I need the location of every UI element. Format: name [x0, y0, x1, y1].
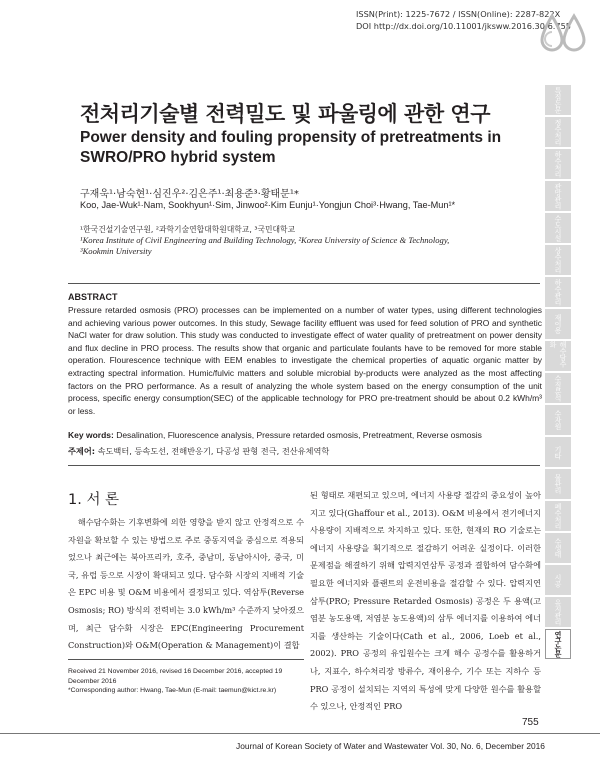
corresponding-author: *Corresponding author: Hwang, Tae-Mun (E-mail: taemun@kict.re.kr): [68, 687, 277, 694]
sidebar-tab[interactable]: 기타: [545, 437, 571, 467]
sidebar-tab[interactable]: 연구논문: [545, 629, 571, 659]
authors-english: Koo, Jae-Wuk¹·Nam, Sookhyun¹·Sim, Jinwoo²·Kim Eunju¹·Yongjun Choi³·Hwang, Tae-Mun¹*: [80, 200, 456, 210]
sidebar-tab[interactable]: 수질분석: [545, 373, 571, 403]
issn-line: ISSN(Print): 1225-7672 / ISSN(Online): 2287-822X: [356, 9, 561, 19]
affiliation-english-2: ³Kookmin University: [80, 246, 152, 256]
sidebar-tab[interactable]: 정수처리: [545, 117, 571, 147]
keywords-label-ko: 주제어:: [68, 446, 96, 456]
sidebar-tab[interactable]: 하수관리: [545, 277, 571, 307]
sidebar-tab[interactable]: 재이용: [545, 309, 571, 339]
keywords-text-ko: 속도백터, 등속도선, 전해반응기, 다공성 판형 전극, 전산유체역학: [95, 446, 330, 456]
sidebar-tab[interactable]: 상수처리: [545, 245, 571, 275]
affiliation-english-1: ¹Korea Institute of Civil Engineering and Building Technology, ²Korea University of Science & Technology,: [80, 235, 450, 245]
sidebar-tab[interactable]: 폐수처리: [545, 501, 571, 531]
footnote-rule: [68, 659, 304, 660]
section-heading: 1. 서 론: [68, 492, 120, 508]
body-top-rule: [68, 465, 540, 466]
title-korean: 전처리기술별 전력밀도 및 파울링에 관한 연구: [80, 102, 490, 126]
body-left-column: [68, 514, 304, 655]
sidebar-tab[interactable]: 특집논문: [545, 85, 571, 115]
abstract-body: Pressure retarded osmosis (PRO) processes can be implemented on a number of water types, using different technologies and achieving various power outcomes. In this study, Sewage facility effluent was used for feed solution of PRO and synthetic NaCl water for draw solution. This study was conducted to investigate effect of water quality of pretreatment on power density and flux decline in PRO process. The results show that organic and particulate foulants have to be removed for more stable operation. Flourescence technique with EEM enables to investigate the chemical properties of aquatic organic matter by extracting spectral information. Humic/fulvic matters and soluble microbial by-products were analyzed as the most affecting factors on the PRO performance. As a result of analyzing the whole system based on the energy consumption of the unit process, specific energy consumption(SEC) of the applicable technology for PRO pre-treatment should be about 0.2 kWh/m³ or less.: [68, 305, 542, 416]
body-right-text: 된 형태로 재편되고 있으며, 에너지 사용량 절감의 중요성이 높아지고 있다(Ghaffour et al., 2013). O&M 비용에서 전기에너지 사용량이 지배적으로 차지하고 있다. 또한, 현재의 RO 기술로는 에너지 사용량을 획기적으로 절감하기 어려운 실정이다. 이러한 문제점을 해결하기 위해 압력지연삼투 공정과 결합하여 담수화에 필요한 에너지와 플랜트의 운전비용을 절감할 수 있다. 압력지연삼투(PRO; Pressure Retarded Osmosis) 공정은 두 용액(고염분 농도용액, 저염분 농도용액)의 삼투 에너지를 이용하여 에너지를 생산하는 기술이다(Cath et al., 2006, Loeb et al., 2002). PRO 공정의 유입원수는 크게 해수 공정수를 활용하거나, 지표수, 하수처리장 방류수, 재이용수, 기수 또는 지하수 등 PRO 공정이 설치되는 지역의 특성에 맞게 다양한 원수를 활용할 수 있으나, 안정적인 PRO: [310, 490, 541, 712]
sidebar-tab[interactable]: 유지관리: [545, 597, 571, 627]
keywords-english: [68, 430, 542, 440]
footnote: [68, 667, 304, 696]
page-number: 755: [522, 717, 539, 728]
abstract-top-rule: [68, 283, 540, 284]
sidebar-tab[interactable]: 수자원: [545, 405, 571, 435]
sidebar-tab[interactable]: 관망관리: [545, 181, 571, 211]
sidebar-tab[interactable]: 물관리: [545, 469, 571, 499]
footer-rule: [0, 733, 600, 734]
affiliation-korean: ¹한국건설기술연구원, ²과학기술연합대학원대학교, ³국민대학교: [80, 225, 296, 234]
received-dates: Received 21 November 2016, revised 16 December 2016, accepted 19 December 2016: [68, 668, 283, 685]
keywords-label: Key words:: [68, 430, 114, 440]
sidebar-tab[interactable]: 수도시설: [545, 213, 571, 243]
sidebar-tab[interactable]: 하수처리: [545, 149, 571, 179]
authors-korean: 구재욱¹·남숙현¹·심진우²·김은주¹·최용준³·황태문¹*: [80, 189, 299, 200]
keywords-korean: [68, 446, 542, 457]
affiliations: [80, 224, 540, 257]
sidebar-tab[interactable]: 수생태: [545, 533, 571, 563]
doi-line: DOI http://dx.doi.org/10.11001/jksww.2016.30.6.755: [356, 21, 572, 31]
sidebar-tab[interactable]: 시공: [545, 565, 571, 595]
journal-citation: Journal of Korean Society of Water and Wastewater Vol. 30, No. 6, December 2016: [236, 741, 545, 751]
body-left-text: 해수담수화는 기후변화에 의한 영향을 받지 않고 안정적으로 수자원을 확보할 수 있는 방법으로 주로 중동지역을 중심으로 적용되었으나 최근에는 북아프리카, 호주, 중남미, 동남아시아, 중국, 미국, 유럽 등으로 시장이 확대되고 있다. 담수화 시장의 지배적 기술은 EPC 비용 및 O&M 비용에서 결정되고 있다. 역삼투(Reverse Osmosis; RO) 방식의 전력비는 3.0 kWh/m³ 수준까지 낮아졌으며, 최근 담수화 시장은 EPC(Engineering Procurement Construction)와 O&M(Operation & Management)이 결합: [68, 517, 304, 651]
keywords-text: Desalination, Fluorescence analysis, Pressure retarded osmosis, Pretreatment, Reverse osmosis: [113, 430, 482, 440]
journal-logo-icon: [534, 10, 594, 62]
title-english: Power density and fouling propensity of pretreatments in SWRO/PRO hybrid system: [80, 129, 502, 166]
abstract-heading: ABSTRACT: [68, 292, 118, 302]
body-right-column: [310, 487, 541, 716]
sidebar-tab[interactable]: 해수담수화: [545, 341, 571, 371]
